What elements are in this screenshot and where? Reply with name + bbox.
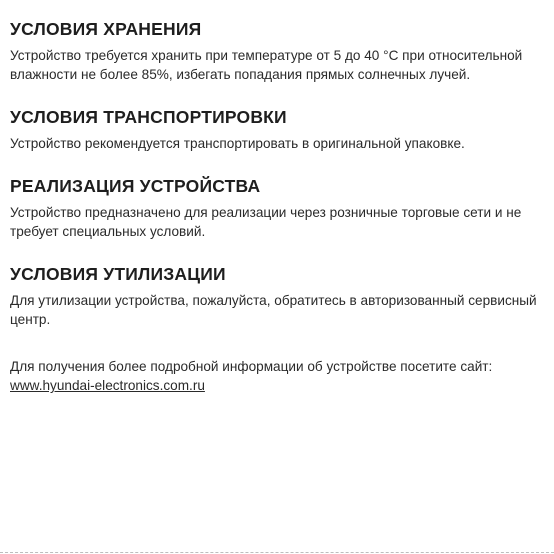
more-info-paragraph <box>10 357 542 395</box>
more-info-text <box>10 357 542 395</box>
storage-conditions-section <box>10 18 542 84</box>
page-bottom-divider <box>0 552 554 553</box>
transport-conditions-heading: УСЛОВИЯ ТРАНСПОРТИРОВКИ <box>10 107 287 127</box>
more-info-prefix: Для получения более подробной информации об устройстве посетите сайт: <box>10 359 493 374</box>
transport-conditions-text: Устройство рекомендуется транспортировать в оригинальной упаковке. <box>10 136 465 151</box>
storage-conditions-heading: УСЛОВИЯ ХРАНЕНИЯ <box>10 19 202 39</box>
device-sale-text: Устройство предназначено для реализации через розничные торговые сети и не требует специальных условий. <box>10 205 522 239</box>
device-sale-heading: РЕАЛИЗАЦИЯ УСТРОЙСТВА <box>10 176 261 196</box>
storage-conditions-text: Устройство требуется хранить при температуре от 5 до 40 °С при относительной влажности не более 85%, избегать попадания прямых солнечных лучей. <box>10 48 523 82</box>
transport-conditions-section <box>10 106 542 153</box>
website-link[interactable]: www.hyundai-electronics.com.ru <box>10 378 205 393</box>
disposal-conditions-section <box>10 263 542 329</box>
disposal-conditions-heading: УСЛОВИЯ УТИЛИЗАЦИИ <box>10 264 226 284</box>
disposal-conditions-text: Для утилизации устройства, пожалуйста, обратитесь в авторизованный сервисный центр. <box>10 293 537 327</box>
device-sale-section <box>10 175 542 241</box>
